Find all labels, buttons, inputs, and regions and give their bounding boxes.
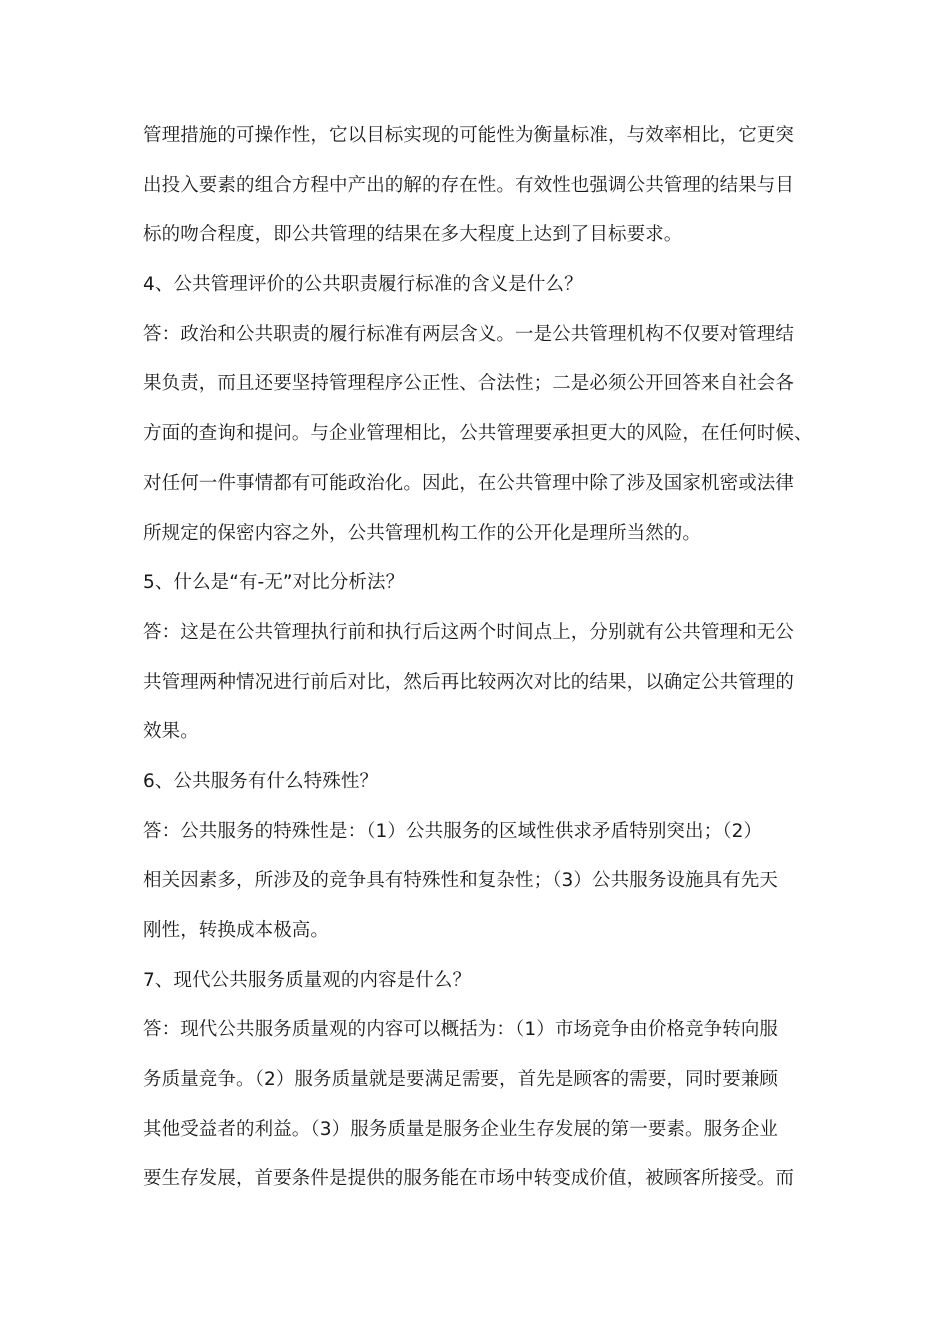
text-line: 要生存发展，首要条件是提供的服务能在市场中转变成价值，被顾客所接受。而 [143,1168,795,1190]
text-line: 答：公共服务的特殊性是：（1）公共服务的区域性供求矛盾特别突出；（2） [143,820,763,842]
question-heading: 7、现代公共服务质量观的内容是什么？ [143,969,472,991]
text-line: 相关因素多，所涉及的竞争具有特殊性和复杂性；（3）公共服务设施具有先天 [143,870,779,892]
text-line: 效果。 [143,721,199,743]
text-line: 答：这是在公共管理执行前和执行后这两个时间点上，分别就有公共管理和无公 [143,621,795,643]
text-line: 共管理两种情况进行前后对比，然后再比较两次对比的结果，以确定公共管理的 [143,671,795,693]
question-heading: 6、公共服务有什么特殊性？ [143,770,379,792]
question-heading: 4、公共管理评价的公共职责履行标准的含义是什么？ [143,274,583,296]
text-line: 出投入要素的组合方程中产出的解的存在性。有效性也强调公共管理的结果与目 [143,174,795,196]
text-line: 其他受益者的利益。（3）服务质量是服务企业生存发展的第一要素。服务企业 [143,1118,779,1140]
text-line: 答：政治和公共职责的履行标准有两层含义。一是公共管理机构不仅要对管理结 [143,323,795,345]
text-line: 方面的查询和提问。与企业管理相比，公共管理要承担更大的风险，在任何时候、 [143,423,813,445]
text-line: 务质量竞争。（2）服务质量就是要满足需要，首先是顾客的需要，同时要兼顾 [143,1069,779,1091]
text-line: 答：现代公共服务质量观的内容可以概括为：（1）市场竞争由价格竞争转向服 [143,1019,779,1041]
document-body [143,117,813,1210]
text-line: 管理措施的可操作性，它以目标实现的可能性为衡量标准，与效率相比，它更突 [143,125,795,146]
text-line: 所规定的保密内容之外，公共管理机构工作的公开化是理所当然的。 [143,522,702,544]
question-heading: 5、什么是“有-无”对比分析法？ [143,572,405,594]
text-line: 对任何一件事情都有可能政治化。因此，在公共管理中除了涉及国家机密或法律 [143,472,795,494]
text-line: 刚性，转换成本极高。 [143,920,330,941]
text-line: 标的吻合程度，即公共管理的结果在多大程度上达到了目标要求。 [143,224,683,246]
text-line: 果负责，而且还要坚持管理程序公正性、合法性；二是必须公开回答来自社会各 [143,373,795,395]
